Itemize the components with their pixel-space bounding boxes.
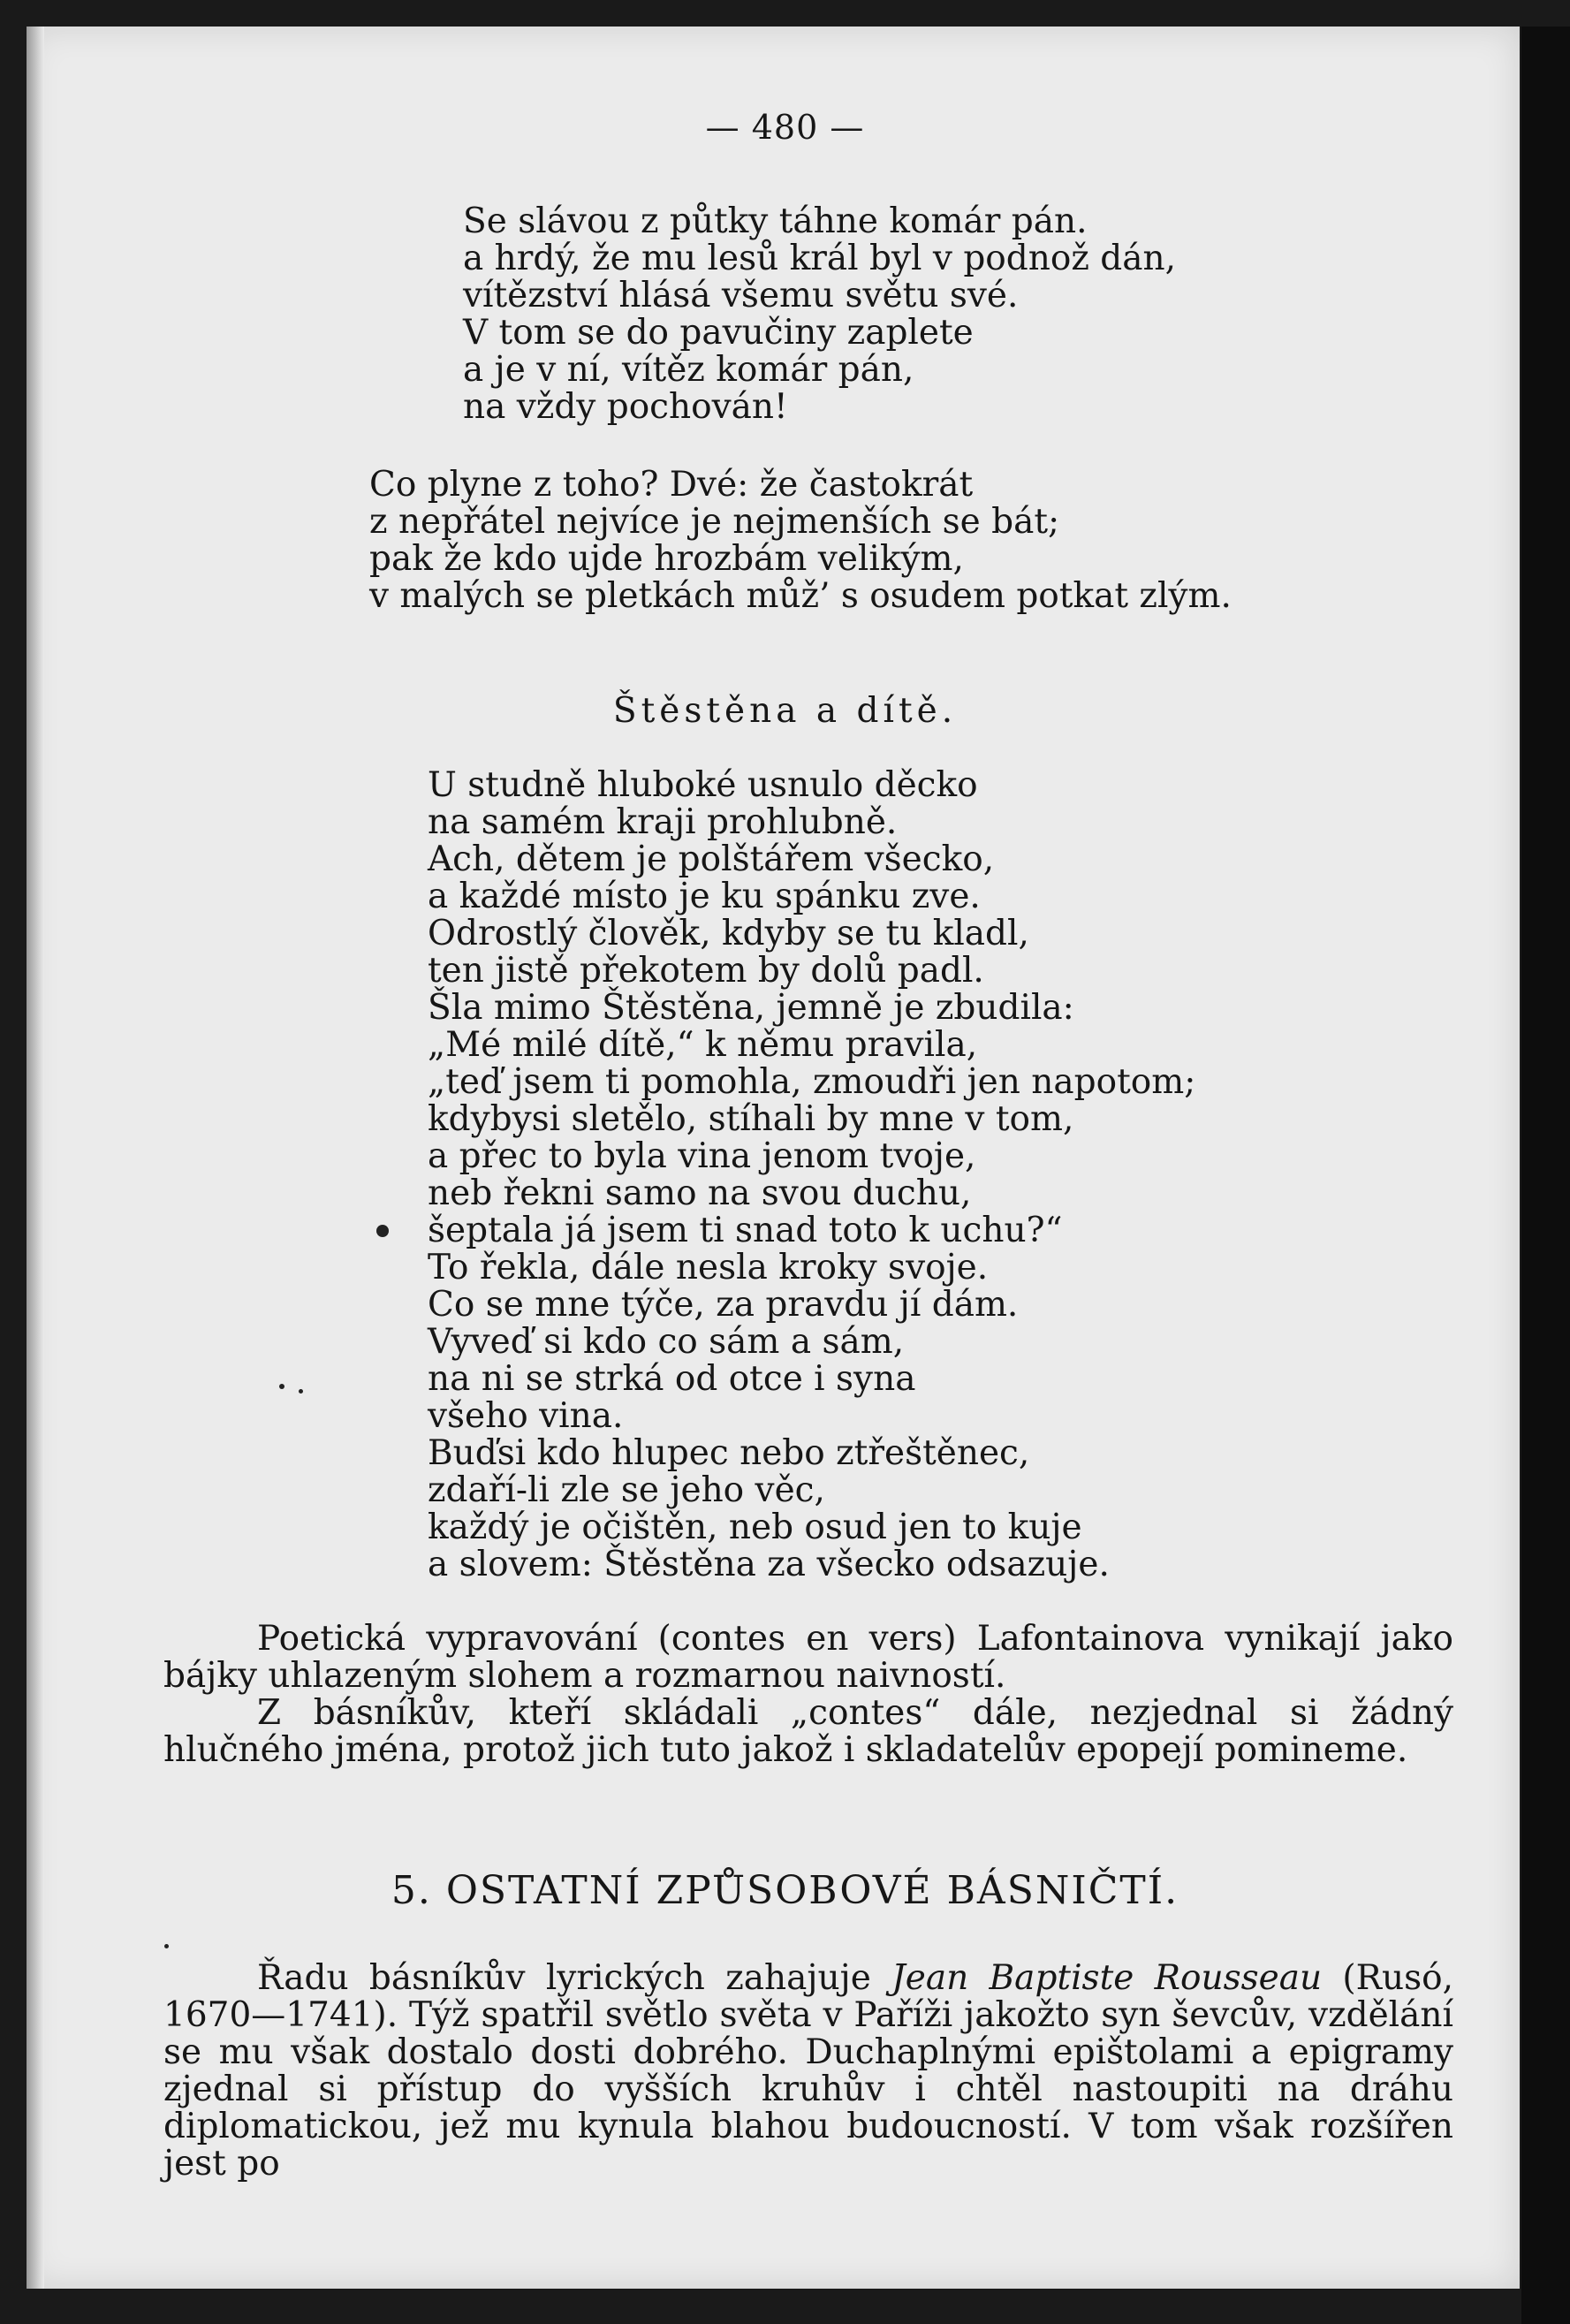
poem-line: Co se mne týče, za pravdu jí dám. <box>428 1285 1019 1325</box>
paragraph-text: Řadu básníkův lyrických zahajuje <box>257 1958 892 1998</box>
paragraph: Z básníkův, kteří skládali „contes“ dále, nezjednal si žádný hlučného jména, protož jich tuto jakož i skladatelův epopejí pomineme. <box>163 1693 1453 1770</box>
ink-speck <box>279 1384 284 1389</box>
poem-line: a hrdý, že mu lesů král byl v podnož dán, <box>463 239 1177 278</box>
poem-line: kdybysi sletělo, stíhali by mne v tom, <box>428 1099 1074 1139</box>
poem-line: pak že kdo ujde hrozbám velikým, <box>369 539 964 579</box>
page-number: — 480 — <box>705 108 865 147</box>
poem-line: Co plyne z toho? Dvé: že častokrát <box>369 465 974 505</box>
poem-line: a přec to byla vina jenom tvoje, <box>428 1136 976 1176</box>
poem-line: neb řekni samo na svou duchu, <box>428 1173 972 1213</box>
poem-line: Buďsi kdo hlupec nebo ztřeštěnec, <box>428 1433 1030 1473</box>
poem-line: Ach, dětem je polštářem všecko, <box>428 839 995 879</box>
poem-line: a je v ní, vítěz komár pán, <box>463 350 914 390</box>
poem-line: na samém kraji prohlubně. <box>428 802 898 842</box>
poem-line: To řekla, dále nesla kroky svoje. <box>428 1248 989 1287</box>
paragraph-text: (Rusó, 1670—1741). Týž spatřil světlo světa v Paříži jakožto syn ševcův, vzdělání se mu však dostalo dosti dobrého. Duchaplnými epištolami a epigramy zjednal si přístup do vyšších kruhův i chtěl nastoupiti na dráhu diplomatickou, jež mu kynula blahou budoucností. V tom však rozšířen jest po <box>163 1958 1453 2183</box>
poem-line: Odrostlý člověk, kdyby se tu kladl, <box>428 914 1029 953</box>
author-name: Jean Baptiste Rousseau <box>891 1958 1323 1998</box>
ink-speck <box>299 1389 303 1394</box>
poem-line: „Mé milé dítě,“ k němu pravila, <box>428 1025 978 1065</box>
prose-contes <box>163 1621 1453 1769</box>
ink-blot <box>376 1225 389 1237</box>
poem-moral <box>369 467 1232 615</box>
poem-line: V tom se do pavučiny zaplete <box>463 313 974 353</box>
scan-edge <box>1521 27 1570 2324</box>
poem-line: z nepřátel nejvíce je nejmenších se bát; <box>369 502 1060 542</box>
poem-line: Se slávou z půtky táhne komár pán. <box>463 201 1088 241</box>
poem-fortune-and-child <box>428 767 1195 1584</box>
poem-line: Vyveď si kdo co sám a sám, <box>428 1322 905 1362</box>
paragraph: Poetická vypravování (contes en vers) Lafontainova vynikají jako bájky uhlazeným slohem a rozmarnou naivností. <box>163 1619 1453 1696</box>
paragraph <box>163 1960 1453 2183</box>
ink-speck <box>164 1944 169 1948</box>
poem-line: na vždy pochován! <box>463 387 788 427</box>
poem-line: všeho vina. <box>428 1396 624 1436</box>
poem-line: vítězství hlásá všemu světu své. <box>463 276 1019 315</box>
poem-line: a každé místo je ku spánku zve. <box>428 877 981 916</box>
poem-line: zdaří-li zle se jeho věc, <box>428 1470 825 1510</box>
poem-line: „teď jsem ti pomohla, zmoudři jen napotom; <box>428 1062 1196 1102</box>
prose-rousseau <box>163 1960 1453 2183</box>
poem-line: U studně hluboké usnulo děcko <box>428 765 978 805</box>
poem-line: šeptala já jsem ti snad toto k uchu?“ <box>428 1211 1063 1250</box>
poem-line: každý je očištěn, neb osud jen to kuje <box>428 1508 1082 1547</box>
poem-line: v malých se pletkách můž’ s osudem potkat zlým. <box>369 576 1232 616</box>
poem-stanza-gnat <box>463 203 1176 426</box>
poem-title: Štěstěna a dítě. <box>612 691 958 731</box>
section-heading: 5. OSTATNÍ ZPŮSOBOVÉ BÁSNIČTÍ. <box>391 1868 1179 1913</box>
poem-line: na ni se strká od otce i syna <box>428 1359 916 1399</box>
poem-line: a slovem: Štěstěna za všecko odsazuje. <box>428 1545 1110 1584</box>
poem-line: Šla mimo Štěstěna, jemně je zbudila: <box>428 988 1074 1028</box>
poem-line: ten jistě překotem by dolů padl. <box>428 951 984 991</box>
page-spine-shadow <box>27 27 44 2289</box>
